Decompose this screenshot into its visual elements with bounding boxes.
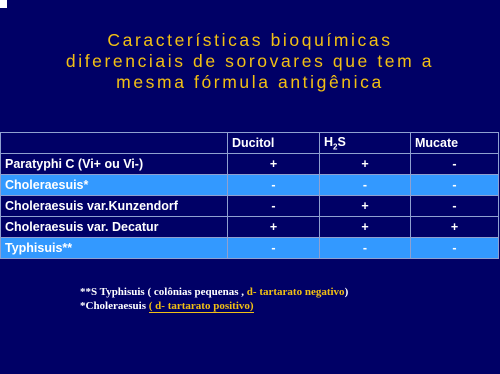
mucate-cell: - [411, 154, 499, 175]
header-mucate: Mucate [411, 133, 499, 154]
title-line-2: diferenciais de sorovares que tem a [65, 51, 435, 71]
footnote-typhisuis: **S Typhisuis ( colônias pequenas , d- tartarato negativo) [80, 286, 349, 298]
h2s-cell: + [320, 196, 411, 217]
mucate-cell: - [411, 196, 499, 217]
table-row [1, 238, 499, 259]
serovar-cell: Paratyphi C (Vi+ ou Vi-) [1, 154, 228, 175]
slide-title [0, 30, 500, 93]
h2s-cell: + [320, 154, 411, 175]
ducitol-cell: - [228, 238, 320, 259]
footnotes [80, 285, 348, 313]
title-line-1: Características bioquímicas [107, 30, 393, 50]
table-row [1, 175, 499, 196]
serovar-cell: Typhisuis** [1, 238, 228, 259]
table-row [1, 154, 499, 175]
footnote-choleraesuis: *Choleraesuis ( d- tartarato positivo) [80, 300, 254, 312]
h2s-cell: - [320, 175, 411, 196]
header-ducitol: Ducitol [228, 133, 320, 154]
serovar-cell: Choleraesuis* [1, 175, 228, 196]
h2s-cell: + [320, 217, 411, 238]
ducitol-cell: - [228, 175, 320, 196]
header-empty-cell [1, 133, 228, 154]
h2s-cell: - [320, 238, 411, 259]
corner-marker [0, 0, 7, 8]
mucate-cell: + [411, 217, 499, 238]
biochemical-table [0, 132, 499, 259]
title-line-3: mesma fórmula antigênica [116, 72, 384, 92]
table-row [1, 196, 499, 217]
header-h2s: $H_2S$ [320, 133, 411, 154]
serovar-cell: Choleraesuis var.Kunzendorf [1, 196, 228, 217]
table-header-row [1, 133, 499, 154]
ducitol-cell: + [228, 154, 320, 175]
mucate-cell: - [411, 175, 499, 196]
ducitol-cell: + [228, 217, 320, 238]
serovar-cell: Choleraesuis var. Decatur [1, 217, 228, 238]
mucate-cell: - [411, 238, 499, 259]
table-row [1, 217, 499, 238]
ducitol-cell: - [228, 196, 320, 217]
